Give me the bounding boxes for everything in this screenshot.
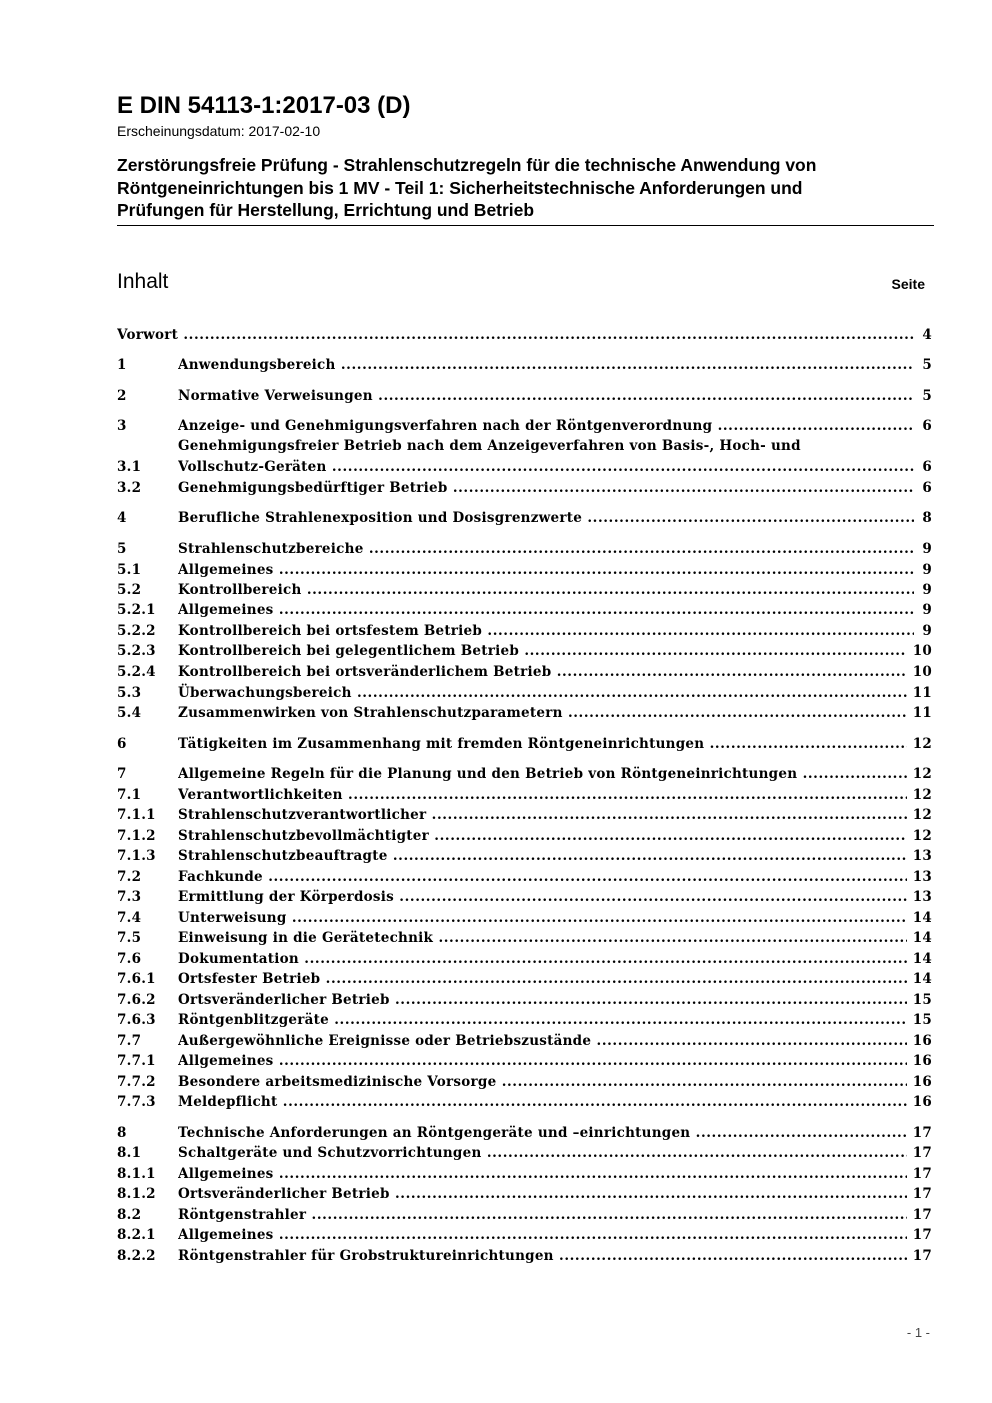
toc-entry-number: 8.1.2: [117, 1186, 156, 1202]
toc-entry-title: Röntgenstrahler .....: [178, 1205, 907, 1225]
toc-entry-page: 16: [912, 1074, 932, 1090]
toc-entry-title: Schaltgeräte und Schutzvorrichtungen .....: [178, 1143, 907, 1163]
toc-entry-title: Strahlenschutzverantwortlicher .....: [178, 805, 907, 825]
toc-entry-number: 8.2.1: [117, 1227, 156, 1243]
toc-entry-number: 6: [117, 736, 127, 752]
toc-entry[interactable]: [117, 508, 932, 528]
toc-entry-page: 4: [922, 327, 932, 343]
toc-entry-title: Allgemeines .....: [178, 1051, 907, 1071]
toc-entry[interactable]: [117, 703, 932, 723]
toc-entry[interactable]: [117, 580, 932, 600]
toc-entry-number: 3.2: [117, 480, 142, 496]
toc-entry-title: Ortsveränderlicher Betrieb .....: [178, 1184, 907, 1204]
toc-entry-number: 7.1.3: [117, 848, 156, 864]
toc-entry-number: 5.2.3: [117, 643, 156, 659]
toc-entry-number: 3.1: [117, 459, 142, 475]
toc-entry-number: 7.7.2: [117, 1074, 156, 1090]
toc-entry-page: 16: [912, 1094, 932, 1110]
toc-entry-title: Ermittlung der Körperdosis .....: [178, 887, 907, 907]
toc-entry[interactable]: [117, 1184, 932, 1204]
toc-entry-title: Anwendungsbereich .....: [178, 355, 914, 375]
toc-entry[interactable]: [117, 1092, 932, 1112]
toc-entry-number: 7.3: [117, 889, 142, 905]
toc-entry[interactable]: [117, 1072, 932, 1092]
toc-entry-page: 5: [922, 388, 932, 404]
toc-entry-title: Anzeige- und Genehmigungsverfahren nach der Röntgenverordnung .....: [178, 416, 914, 436]
toc-entry-title: Fachkunde .....: [178, 867, 907, 887]
toc-entry-title: Verantwortlichkeiten .....: [178, 785, 907, 805]
toc-entry-title: Ortsveränderlicher Betrieb .....: [178, 990, 907, 1010]
toc-entry-title: Allgemeine Regeln für die Planung und den Betrieb von Röntgeneinrichtungen .....: [178, 764, 907, 784]
toc-entry-page: 9: [922, 541, 932, 557]
toc-entry-page: 16: [912, 1053, 932, 1069]
toc-entry-number: 7.2: [117, 869, 142, 885]
toc-entry[interactable]: [117, 539, 932, 559]
toc-entry-number: 7.7.3: [117, 1094, 156, 1110]
toc-entry[interactable]: [117, 416, 932, 436]
toc-entry[interactable]: [117, 621, 932, 641]
toc-entry-title: Berufliche Strahlenexposition und Dosisgrenzwerte .....: [178, 508, 914, 528]
toc-entry-page: 14: [912, 930, 932, 946]
toc-entry-number: 7.6.2: [117, 992, 156, 1008]
toc-entry-title: Kontrollbereich bei ortsveränderlichem Betrieb .....: [178, 662, 907, 682]
toc-entry-page: 15: [912, 992, 932, 1008]
toc-entry-page: 8: [922, 510, 932, 526]
toc-entry-title: Überwachungsbereich .....: [178, 683, 907, 703]
toc-entry-page: 12: [912, 787, 932, 803]
toc-entry-number: 5.1: [117, 562, 142, 578]
toc-entry-title: Allgemeines .....: [178, 1164, 907, 1184]
toc-entry-title: Technische Anforderungen an Röntgengeräte und –einrichtungen .....: [178, 1123, 907, 1143]
toc-entry-number: 5.4: [117, 705, 142, 721]
toc-heading: Inhalt: [117, 270, 169, 293]
toc-entry-page: 17: [912, 1186, 932, 1202]
toc-entry-title-first-line: Genehmigungsfreier Betrieb nach dem Anzeigeverfahren von Basis-, Hoch- und: [178, 438, 801, 454]
toc-entry-page: 17: [912, 1248, 932, 1264]
toc-entry[interactable]: [117, 887, 932, 907]
toc-entry-page: 6: [922, 418, 932, 434]
toc-entry-title: Strahlenschutzbeauftragte .....: [178, 846, 907, 866]
toc-entry-page: 11: [912, 705, 932, 721]
toc-entry[interactable]: [117, 386, 932, 406]
toc-entry[interactable]: [117, 846, 932, 866]
toc-entry-number: 8.1.1: [117, 1166, 156, 1182]
document-id: E DIN 54113-1:2017-03 (D): [117, 92, 411, 119]
publication-date: Erscheinungsdatum: 2017-02-10: [117, 123, 321, 139]
toc-entry-page: 10: [912, 664, 932, 680]
toc-entry-page: 5: [922, 357, 932, 373]
toc-entry-page: 17: [912, 1207, 932, 1223]
toc-entry-number: 7.6: [117, 951, 142, 967]
toc-entry-page: 6: [922, 459, 932, 475]
toc-entry-title: Strahlenschutzbereiche .....: [178, 539, 914, 559]
title-line: Zerstörungsfreie Prüfung - Strahlenschutzregeln für die technische Anwendung von: [117, 155, 817, 175]
toc-entry[interactable]: [117, 600, 932, 620]
toc-entry-number: 8.2: [117, 1207, 142, 1223]
toc-entry-number: 7: [117, 766, 127, 782]
toc-entry-title: Kontrollbereich bei ortsfestem Betrieb .....: [178, 621, 914, 641]
toc-entry-number: 7.7.1: [117, 1053, 156, 1069]
toc-entry[interactable]: [117, 867, 932, 887]
toc-entry-title: Allgemeines .....: [178, 600, 914, 620]
toc-entry-number: 7.6.3: [117, 1012, 156, 1028]
toc-entry-page: 12: [912, 828, 932, 844]
toc-entry[interactable]: [117, 949, 932, 969]
toc-entry-number: 5.2.4: [117, 664, 156, 680]
toc-entry-page: 13: [912, 848, 932, 864]
toc-entry-page: 9: [922, 562, 932, 578]
toc-entry-page: 16: [912, 1033, 932, 1049]
title-line: Prüfungen für Herstellung, Errichtung und Betrieb: [117, 200, 535, 220]
document-header: [117, 92, 934, 226]
toc-entry[interactable]: [117, 990, 932, 1010]
toc-entry-number: 7.1.1: [117, 807, 156, 823]
toc-entry-page: 12: [912, 807, 932, 823]
toc-entry-number: 5.3: [117, 685, 142, 701]
toc-entry-title: Meldepflicht .....: [178, 1092, 907, 1112]
toc-entry[interactable]: [117, 826, 932, 846]
toc-entry[interactable]: [117, 1143, 932, 1163]
toc-entry-number: 4: [117, 510, 127, 526]
toc-entry[interactable]: [117, 641, 932, 661]
toc-entry[interactable]: [117, 683, 932, 703]
toc-entry-page: 12: [912, 766, 932, 782]
toc-entry[interactable]: [117, 560, 932, 580]
toc-entry-number: 7.1.2: [117, 828, 156, 844]
toc-entry[interactable]: [117, 805, 932, 825]
toc-entry-page: 17: [912, 1145, 932, 1161]
toc-entry-title: Vorwort .....: [117, 325, 914, 345]
toc-entry-title: Allgemeines .....: [178, 1225, 907, 1245]
toc-entry-page: 17: [912, 1227, 932, 1243]
toc-entry-page: 17: [912, 1166, 932, 1182]
toc-entry[interactable]: [117, 1051, 932, 1071]
toc-entry-title: Besondere arbeitsmedizinische Vorsorge .....: [178, 1072, 907, 1092]
toc-entry-title: Unterweisung .....: [178, 908, 907, 928]
toc-entry-number: 7.1: [117, 787, 142, 803]
toc-entry[interactable]: [117, 764, 932, 784]
toc-entry[interactable]: [117, 662, 932, 682]
toc-entry-title: Allgemeines .....: [178, 560, 914, 580]
toc-entry[interactable]: [117, 438, 932, 477]
toc-entry-number: 2: [117, 388, 127, 404]
toc-entry-number: 5.2: [117, 582, 142, 598]
toc-entry-title: Normative Verweisungen .....: [178, 386, 914, 406]
document-title: [117, 154, 934, 226]
toc-entry-number: 5.2.2: [117, 623, 156, 639]
toc-entry[interactable]: [117, 1031, 932, 1051]
toc-entry-title: Kontrollbereich bei gelegentlichem Betrieb .....: [178, 641, 907, 661]
toc-entry-number: 7.6.1: [117, 971, 156, 987]
toc-entry-title: Kontrollbereich .....: [178, 580, 914, 600]
toc-entry-page: 17: [912, 1125, 932, 1141]
page-column-label: Seite: [891, 276, 925, 292]
toc-entry-page: 10: [912, 643, 932, 659]
toc-entry[interactable]: [117, 1010, 932, 1030]
toc-entry-number: 7.5: [117, 930, 142, 946]
toc-entry-title: Ortsfester Betrieb .....: [178, 969, 907, 989]
toc-entry-page: 12: [912, 736, 932, 752]
toc-entry-number: 7.7: [117, 1033, 142, 1049]
toc-entry[interactable]: [117, 355, 932, 375]
toc-entry-page: 14: [912, 910, 932, 926]
toc-entry[interactable]: [117, 325, 932, 345]
toc-entry-page: 11: [912, 685, 932, 701]
toc-entry-page: 6: [922, 480, 932, 496]
toc-heading-row: [117, 268, 925, 296]
toc-entry-title: Röntgenstrahler für Grobstruktureinrichtungen .....: [178, 1246, 907, 1266]
toc-entry-number: 5.2.1: [117, 602, 156, 618]
toc-entry[interactable]: [117, 1246, 932, 1266]
toc-entry-page: 9: [922, 582, 932, 598]
toc-entry-number: 7.4: [117, 910, 142, 926]
toc-entry-title: Vollschutz-Geräten .....: [178, 457, 914, 477]
toc-entry-number: 8.2.2: [117, 1248, 156, 1264]
toc-entry-number: 1: [117, 357, 127, 373]
toc-entry-page: 14: [912, 951, 932, 967]
toc-entry[interactable]: [117, 1225, 932, 1245]
toc-entry-title: Dokumentation .....: [178, 949, 907, 969]
toc-entry[interactable]: [117, 908, 932, 928]
toc-entry-title: Strahlenschutzbevollmächtigter .....: [178, 826, 907, 846]
toc-entry-title: Genehmigungsbedürftiger Betrieb .....: [178, 478, 914, 498]
toc-entry[interactable]: [117, 478, 932, 498]
toc-entry[interactable]: [117, 1123, 932, 1143]
toc-entry[interactable]: [117, 785, 932, 805]
toc-entry[interactable]: [117, 969, 932, 989]
toc-entry-page: 9: [922, 623, 932, 639]
toc-entry-title: Einweisung in die Gerätetechnik .....: [178, 928, 907, 948]
toc-entry-page: 13: [912, 869, 932, 885]
toc-entry-number: 3: [117, 418, 127, 434]
toc-entry-page: 9: [922, 602, 932, 618]
toc-entry-title: Röntgenblitzgeräte .....: [178, 1010, 907, 1030]
toc-entry-number: 8.1: [117, 1145, 142, 1161]
toc-entry-page: 14: [912, 971, 932, 987]
toc-entry[interactable]: [117, 1205, 932, 1225]
toc-entry-number: 8: [117, 1125, 127, 1141]
toc-entry-title: Außergewöhnliche Ereignisse oder Betriebszustände .....: [178, 1031, 907, 1051]
toc-entry[interactable]: [117, 734, 932, 754]
toc-entry[interactable]: [117, 1164, 932, 1184]
toc-entry[interactable]: [117, 928, 932, 948]
title-line: Röntgeneinrichtungen bis 1 MV - Teil 1: Sicherheitstechnische Anforderungen und: [117, 177, 803, 198]
toc-entry-page: 15: [912, 1012, 932, 1028]
toc-entry-title: Zusammenwirken von Strahlenschutzparametern .....: [178, 703, 907, 723]
toc-entry-title: Tätigkeiten im Zusammenhang mit fremden Röntgeneinrichtungen .....: [178, 734, 907, 754]
page-number: - 1 -: [906, 1325, 930, 1340]
toc-entry-page: 13: [912, 889, 932, 905]
toc-entry-number: 5: [117, 541, 127, 557]
